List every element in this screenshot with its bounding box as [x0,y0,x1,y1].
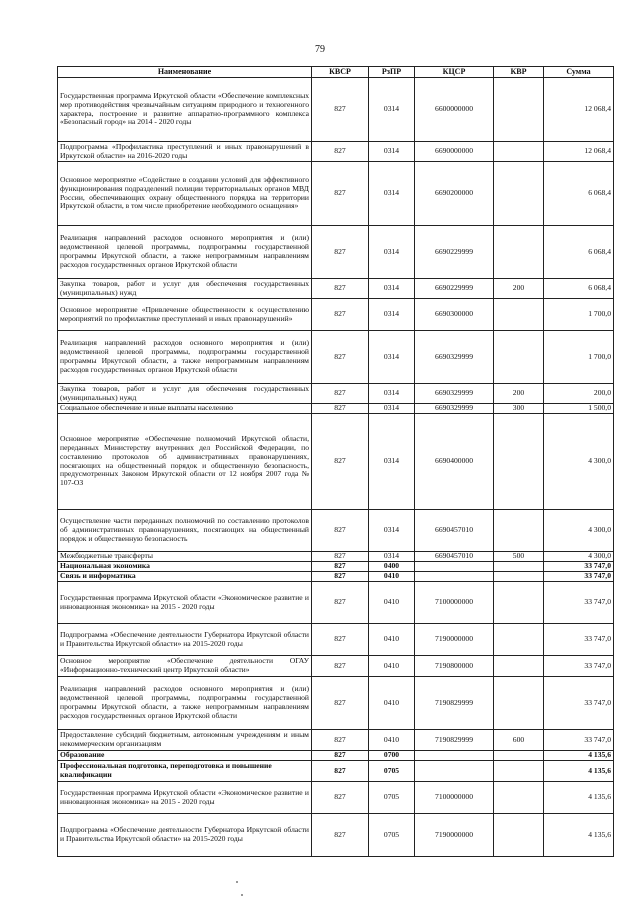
cell-sum: 4 300,0 [544,414,614,510]
table-row [58,414,614,510]
cell-kcsr: 6690457010 [415,552,494,562]
cell-kcsr: 7100000000 [415,582,494,624]
table-row [58,510,614,552]
cell-kvr [494,677,544,730]
cell-kcsr: 6690400000 [415,414,494,510]
cell-sum: 33 747,0 [544,677,614,730]
cell-kvsr: 827 [312,384,369,404]
table-row [58,656,614,677]
cell-kvsr: 827 [312,761,369,782]
cell-rzpr: 0314 [369,331,415,384]
cell-kvsr: 827 [312,582,369,624]
cell-kcsr: 7190800000 [415,656,494,677]
cell-kvr [494,572,544,582]
cell-sum: 1 700,0 [544,299,614,331]
cell-kcsr [415,562,494,572]
cell-kvsr: 827 [312,162,369,226]
cell-kvr [494,142,544,162]
table-row [58,331,614,384]
cell-rzpr: 0314 [369,78,415,142]
cell-name: Подпрограмма «Профилактика преступлений и иных правонарушений в Иркутской области» на 2016-2020 годы [58,142,312,162]
cell-kvr [494,78,544,142]
cell-kvsr: 827 [312,414,369,510]
table-row [58,572,614,582]
cell-kvr [494,751,544,761]
cell-name: Реализация направлений расходов основного мероприятия и (или) ведомственной целевой программы, подпрограммы государственной программы Иркутской области, а также непрограммным направлениям расходов государственных органов Иркутской области [58,226,312,279]
table-row [58,582,614,624]
cell-name: Связь и информатика [58,572,312,582]
cell-kvsr: 827 [312,730,369,751]
cell-name: Национальная экономика [58,562,312,572]
cell-kvsr: 827 [312,404,369,414]
cell-kvr [494,162,544,226]
cell-kcsr: 7190829999 [415,677,494,730]
scan-speck [241,894,243,896]
cell-sum: 33 747,0 [544,624,614,656]
table-row [58,677,614,730]
cell-kvr [494,761,544,782]
cell-kcsr: 7190829999 [415,730,494,751]
column-header-sum: Сумма [544,67,614,78]
cell-rzpr: 0314 [369,162,415,226]
cell-name: Предоставление субсидий бюджетным, автономным учреждениям и иным некоммерческим организациям [58,730,312,751]
cell-kvsr: 827 [312,751,369,761]
cell-name: Профессиональная подготовка, переподготовка и повышение квалификации [58,761,312,782]
cell-rzpr: 0410 [369,572,415,582]
cell-rzpr: 0314 [369,226,415,279]
cell-sum: 4 300,0 [544,552,614,562]
cell-sum: 200,0 [544,384,614,404]
cell-kvsr: 827 [312,142,369,162]
cell-name: Основное мероприятие «Привлечение общественности к осуществлению мероприятий по профилактике преступлений и иных правонарушений» [58,299,312,331]
cell-kcsr: 6690329999 [415,384,494,404]
cell-sum: 6 068,4 [544,279,614,299]
cell-kcsr [415,572,494,582]
cell-name: Реализация направлений расходов основного мероприятия и (или) ведомственной целевой программы, подпрограммы государственной программы Иркутской области, а также непрограммным направлениям расходов государственных органов Иркутской области [58,331,312,384]
cell-sum: 33 747,0 [544,562,614,572]
cell-rzpr: 0410 [369,582,415,624]
cell-sum: 33 747,0 [544,572,614,582]
cell-kvsr: 827 [312,572,369,582]
cell-sum: 6 068,4 [544,226,614,279]
table-row [58,78,614,142]
table-row [58,162,614,226]
cell-kvr [494,582,544,624]
cell-kcsr: 6690300000 [415,299,494,331]
cell-kvr: 500 [494,552,544,562]
table-row [58,751,614,761]
cell-kvsr: 827 [312,562,369,572]
cell-name: Образование [58,751,312,761]
cell-kcsr: 7190000000 [415,624,494,656]
cell-kvsr: 827 [312,226,369,279]
cell-rzpr: 0410 [369,677,415,730]
cell-sum: 4 135,6 [544,761,614,782]
cell-rzpr: 0314 [369,552,415,562]
cell-rzpr: 0410 [369,656,415,677]
cell-kcsr: 6690200000 [415,162,494,226]
cell-sum: 12 068,4 [544,142,614,162]
cell-kvr [494,624,544,656]
cell-kcsr: 7100000000 [415,782,494,814]
cell-kvr [494,414,544,510]
cell-kvr: 200 [494,384,544,404]
cell-sum: 4 135,6 [544,751,614,761]
cell-name: Государственная программа Иркутской области «Экономическое развитие и инновационная экономика» на 2015 - 2020 годы [58,782,312,814]
cell-kvr [494,299,544,331]
cell-rzpr: 0410 [369,730,415,751]
table-row [58,814,614,857]
column-header-kcsr: КЦСР [415,67,494,78]
table-row [58,226,614,279]
cell-kvr [494,226,544,279]
cell-sum: 6 068,4 [544,162,614,226]
cell-name: Государственная программа Иркутской области «Экономическое развитие и инновационная экономика» на 2015 - 2020 годы [58,582,312,624]
table-row [58,404,614,414]
cell-sum: 4 135,6 [544,782,614,814]
cell-sum: 33 747,0 [544,582,614,624]
cell-kvsr: 827 [312,782,369,814]
cell-kvr [494,562,544,572]
cell-kcsr [415,761,494,782]
cell-kvr [494,782,544,814]
table-row [58,624,614,656]
cell-sum: 1 500,0 [544,404,614,414]
column-header-rzpr: РзПР [369,67,415,78]
cell-kcsr: 6690229999 [415,279,494,299]
table-row [58,730,614,751]
cell-kvr: 300 [494,404,544,414]
cell-kvr: 200 [494,279,544,299]
cell-kcsr: 6690457010 [415,510,494,552]
cell-kcsr: 6690229999 [415,226,494,279]
table-header-row [58,67,614,78]
cell-kvr [494,331,544,384]
cell-name: Закупка товаров, работ и услуг для обеспечения государственных (муниципальных) нужд [58,384,312,404]
cell-name: Государственная программа Иркутской области «Обеспечение комплексных мер противодействия чрезвычайным ситуациям природного и техногенного характера, построение и развитие аппаратно-программного комплекса «Безопасный город» на 2014 - 2020 годы [58,78,312,142]
table-body [58,78,614,857]
cell-name: Основное мероприятие «Содействие в создании условий для эффективного функционирования подразделений полиции территориальных органов МВД России, обеспечивающих охрану общественного порядка на территории Иркутской области, в том числе приобретение необходимого оснащения» [58,162,312,226]
cell-rzpr: 0314 [369,299,415,331]
cell-kvsr: 827 [312,677,369,730]
cell-rzpr: 0705 [369,761,415,782]
cell-name: Реализация направлений расходов основного мероприятия и (или) ведомственной целевой программы, подпрограммы государственной программы Иркутской области, а также непрограммным направлениям расходов государственных органов Иркутской области [58,677,312,730]
cell-rzpr: 0314 [369,279,415,299]
cell-sum: 33 747,0 [544,656,614,677]
cell-kcsr: 7190000000 [415,814,494,857]
cell-name: Межбюджетные трансферты [58,552,312,562]
cell-name: Осуществление части переданных полномочий по составлению протоколов об административных правонарушениях, посягающих на общественный порядок и общественную безопасность [58,510,312,552]
cell-name: Социальное обеспечение и иные выплаты населению [58,404,312,414]
cell-kvr [494,510,544,552]
cell-kvr: 600 [494,730,544,751]
cell-kvsr: 827 [312,624,369,656]
cell-sum: 4 300,0 [544,510,614,552]
cell-rzpr: 0410 [369,624,415,656]
table-row [58,761,614,782]
cell-rzpr: 0700 [369,751,415,761]
cell-name: Основное мероприятие «Обеспечение полномочий Иркутской области, переданных Министерству внутренних дел Российской Федерации, по составлению протоколов об административных правонарушениях, посягающих на общественный порядок и общественную безопасность, предусмотренных Законом Иркутской области от 12 ноября 2007 года № 107-ОЗ [58,414,312,510]
cell-kvsr: 827 [312,299,369,331]
cell-name: Основное мероприятие «Обеспечение деятельности ОГАУ «Информационно-технический центр Иркутской области» [58,656,312,677]
cell-kcsr: 6690329999 [415,404,494,414]
table-row [58,279,614,299]
cell-rzpr: 0314 [369,384,415,404]
cell-rzpr: 0314 [369,414,415,510]
cell-rzpr: 0314 [369,510,415,552]
cell-kcsr [415,751,494,761]
table-row [58,552,614,562]
cell-kcsr: 6600000000 [415,78,494,142]
table-row [58,384,614,404]
cell-kvsr: 827 [312,656,369,677]
cell-sum: 12 068,4 [544,78,614,142]
cell-name: Подпрограмма «Обеспечение деятельности Губернатора Иркутской области и Правительства Иркутской области» на 2015-2020 годы [58,624,312,656]
cell-sum: 1 700,0 [544,331,614,384]
cell-kvsr: 827 [312,78,369,142]
table-row [58,142,614,162]
cell-kvsr: 827 [312,510,369,552]
cell-rzpr: 0314 [369,142,415,162]
scan-speck [236,881,238,883]
table-row [58,782,614,814]
cell-rzpr: 0705 [369,814,415,857]
cell-name: Закупка товаров, работ и услуг для обеспечения государственных (муниципальных) нужд [58,279,312,299]
column-header-name: Наименование [58,67,312,78]
cell-kvsr: 827 [312,331,369,384]
cell-kvsr: 827 [312,814,369,857]
table-row [58,562,614,572]
cell-rzpr: 0705 [369,782,415,814]
cell-rzpr: 0314 [369,404,415,414]
cell-sum: 33 747,0 [544,730,614,751]
table-row [58,299,614,331]
cell-name: Подпрограмма «Обеспечение деятельности Губернатора Иркутской области и Правительства Иркутской области» на 2015-2020 годы [58,814,312,857]
cell-kvsr: 827 [312,552,369,562]
cell-kvr [494,814,544,857]
column-header-kvr: КВР [494,67,544,78]
page-number: 79 [315,44,325,55]
cell-kvr [494,656,544,677]
cell-kcsr: 6690329999 [415,331,494,384]
cell-kcsr: 6690000000 [415,142,494,162]
cell-kvsr: 827 [312,279,369,299]
column-header-kvsr: КВСР [312,67,369,78]
cell-sum: 4 135,6 [544,814,614,857]
cell-rzpr: 0400 [369,562,415,572]
budget-table [57,66,614,857]
